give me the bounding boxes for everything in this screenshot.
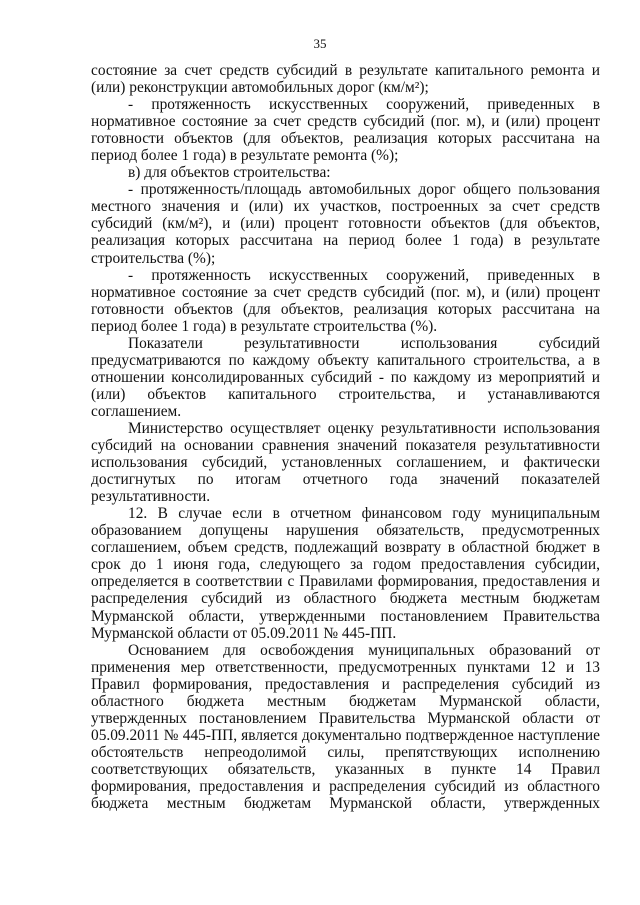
paragraph-8: 12. В случае если в отчетном финансовом году муниципальным образованием допущены нарушения обязательств, предусмотренных соглашением, объем средств, подлежащий возврату в областной бюджет в срок до 1 июня года, следующего за годом предоставления субсидии, определяется в соответствии с Правилами формирования, предоставления и распределения субсидий из областного бюджета местным бюджетам Мурманской области, утвержденными постановлением Правительства Мурманской области от 05.09.2011 № 445-ПП.	[91, 505, 600, 642]
paragraph-1: состояние за счет средств субсидий в результате капитального ремонта и (или) реконструкции автомобильных дорог (км/м²);	[91, 62, 600, 97]
paragraph-4: - протяженность/площадь автомобильных дорог общего пользования местного значения и (или) их участков, построенных за счет средств субсидий (км/м²), и (или) процент готовности объектов (для объектов, реализация которых рассчитана на период более 1 года) в результате строительства (%);	[91, 181, 600, 267]
paragraph-9: Основанием для освобождения муниципальных образований от применения мер ответственности, предусмотренных пунктами 12 и 13 Правил формирования, предоставления и распределения субсидий из областного бюджета местным бюджетам Мурманской области, утвержденных постановлением Правительства Мурманской области от 05.09.2011 № 445-ПП, является документально подтвержденное наступление обстоятельств непреодолимой силы, препятствующих исполнению соответствующих обязательств, указанных в пункте 14 Правил формирования, предоставления и распределения субсидий из областного бюджета местным бюджетам Мурманской области, утвержденных	[91, 641, 600, 813]
paragraph-5: - протяженность искусственных сооружений, приведенных в нормативное состояние за счет средств субсидий (пог. м), и (или) процент готовности объектов (для объектов, реализация которых рассчитана на период более 1 года) в результате строительства (%).	[91, 266, 600, 335]
page-number: 35	[313, 36, 327, 51]
paragraph-7: Министерство осуществляет оценку результативности использования субсидий на основании сравнения значений показателя результативности использования субсидий, установленных соглашением, и фактически достигнутых по итогам отчетного года значений показателей результативности.	[91, 419, 600, 506]
paragraph-3: в) для объектов строительства:	[128, 164, 331, 182]
document-body	[91, 62, 600, 812]
paragraph-2: - протяженность искусственных сооружений, приведенных в нормативное состояние за счет средств субсидий (пог. м), и (или) процент готовности объектов (для объектов, реализация которых рассчитана на период более 1 года) в результате ремонта (%);	[91, 96, 600, 165]
paragraph-6: Показатели результативности использования субсидий предусматриваются по каждому объекту капитального строительства, а в отношении консолидированных субсидий - по каждому из мероприятий и (или) объектов капитального строительства, и устанавливаются соглашением.	[91, 334, 600, 420]
